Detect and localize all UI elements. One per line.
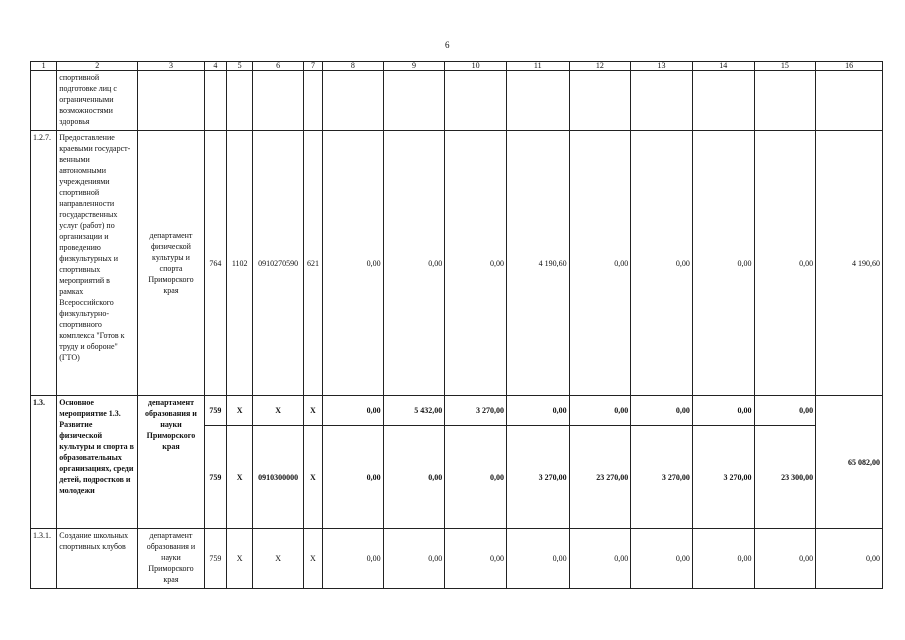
section-code: X — [227, 426, 253, 529]
value-cell: 5 432,00 — [383, 396, 445, 426]
value-cell: 0,00 — [445, 529, 507, 589]
value-cell: 0,00 — [323, 131, 384, 396]
value-cell: 0,00 — [383, 426, 445, 529]
value-cell: 0,00 — [569, 396, 631, 426]
row-number: 1.2.7. — [31, 131, 57, 396]
value-cell: 0,00 — [631, 529, 693, 589]
value-cell: 0,00 — [631, 396, 693, 426]
header-cell: 16 — [816, 62, 883, 71]
grbs-code: 759 — [204, 426, 226, 529]
header-cell: 6 — [253, 62, 304, 71]
header-cell: 1 — [31, 62, 57, 71]
value-cell: 0,00 — [506, 529, 569, 589]
total-cell: 65 082,00 — [816, 396, 883, 529]
section-code: 1102 — [227, 131, 253, 396]
header-cell: 5 — [227, 62, 253, 71]
value-cell: 0,00 — [383, 529, 445, 589]
header-cell: 3 — [138, 62, 205, 71]
value-cell: 3 270,00 — [506, 426, 569, 529]
row-number: 1.3. — [31, 396, 57, 529]
target-code: 0910300000 — [253, 426, 304, 529]
executor: департамент образования и науки Приморского края — [138, 529, 205, 589]
activity-name: Предоставление краевыми государст-венными автономными учреждениями спортивной направленности государственных услуг (работ) по организации и проведению физкультурных и спортивных мероприятий в рамках Всероссийского физкультурно-спортивного комплекса "Готов к труду и обороне" (ГТО) — [57, 131, 138, 396]
value-cell: 0,00 — [445, 131, 507, 396]
section-code: X — [227, 529, 253, 589]
executor: департамент образования и науки Приморского края — [138, 396, 205, 529]
continuation-text: спортивной подготовке лиц с ограниченными возможностями здоровья — [57, 71, 138, 131]
table-row — [31, 131, 883, 396]
header-cell: 8 — [323, 62, 384, 71]
activity-name: Создание школьных спортивных клубов — [57, 529, 138, 589]
value-cell: 4 190,60 — [506, 131, 569, 396]
header-cell: 12 — [569, 62, 631, 71]
header-cell: 9 — [383, 62, 445, 71]
header-cell: 7 — [303, 62, 322, 71]
value-cell: 0,00 — [754, 131, 816, 396]
page-number: 6 — [445, 40, 450, 50]
value-cell: 0,00 — [569, 131, 631, 396]
total-cell: 0,00 — [816, 529, 883, 589]
row-number: 1.3.1. — [31, 529, 57, 589]
header-cell: 14 — [692, 62, 754, 71]
value-cell: 3 270,00 — [692, 426, 754, 529]
value-cell: 0,00 — [692, 131, 754, 396]
target-code: 0910270590 — [253, 131, 304, 396]
value-cell: 0,00 — [692, 529, 754, 589]
header-cell: 15 — [754, 62, 816, 71]
header-cell: 4 — [204, 62, 226, 71]
header-cell: 11 — [506, 62, 569, 71]
value-cell: 23 270,00 — [569, 426, 631, 529]
target-code: X — [253, 529, 304, 589]
value-cell: 0,00 — [323, 529, 384, 589]
header-cell: 10 — [445, 62, 507, 71]
value-cell: 0,00 — [506, 396, 569, 426]
target-code: X — [253, 396, 304, 426]
expense-type: 621 — [303, 131, 322, 396]
value-cell: 0,00 — [323, 396, 384, 426]
value-cell: 23 300,00 — [754, 426, 816, 529]
value-cell: 0,00 — [631, 131, 693, 396]
table-row — [31, 71, 883, 131]
expense-type: X — [303, 529, 322, 589]
executor: департамент физической культуры и спорта Приморского края — [138, 131, 205, 396]
activity-name: Основное мероприятие 1.3. Развитие физической культуры и спорта в образовательных организациях, среди детей, подростков и молодежи — [57, 396, 138, 529]
header-row — [31, 62, 883, 71]
value-cell: 0,00 — [754, 396, 816, 426]
header-cell: 2 — [57, 62, 138, 71]
grbs-code: 764 — [204, 131, 226, 396]
value-cell: 0,00 — [754, 529, 816, 589]
grbs-code: 759 — [204, 529, 226, 589]
value-cell: 0,00 — [445, 426, 507, 529]
value-cell: 3 270,00 — [445, 396, 507, 426]
expense-type: X — [303, 396, 322, 426]
value-cell: 3 270,00 — [631, 426, 693, 529]
value-cell: 0,00 — [383, 131, 445, 396]
expense-type: X — [303, 426, 322, 529]
total-cell: 4 190,60 — [816, 131, 883, 396]
header-cell: 13 — [631, 62, 693, 71]
section-code: X — [227, 396, 253, 426]
table-row — [31, 396, 883, 426]
table-row — [31, 529, 883, 589]
grbs-code: 759 — [204, 396, 226, 426]
value-cell: 0,00 — [692, 396, 754, 426]
program-table — [30, 61, 883, 589]
value-cell: 0,00 — [569, 529, 631, 589]
value-cell: 0,00 — [323, 426, 384, 529]
